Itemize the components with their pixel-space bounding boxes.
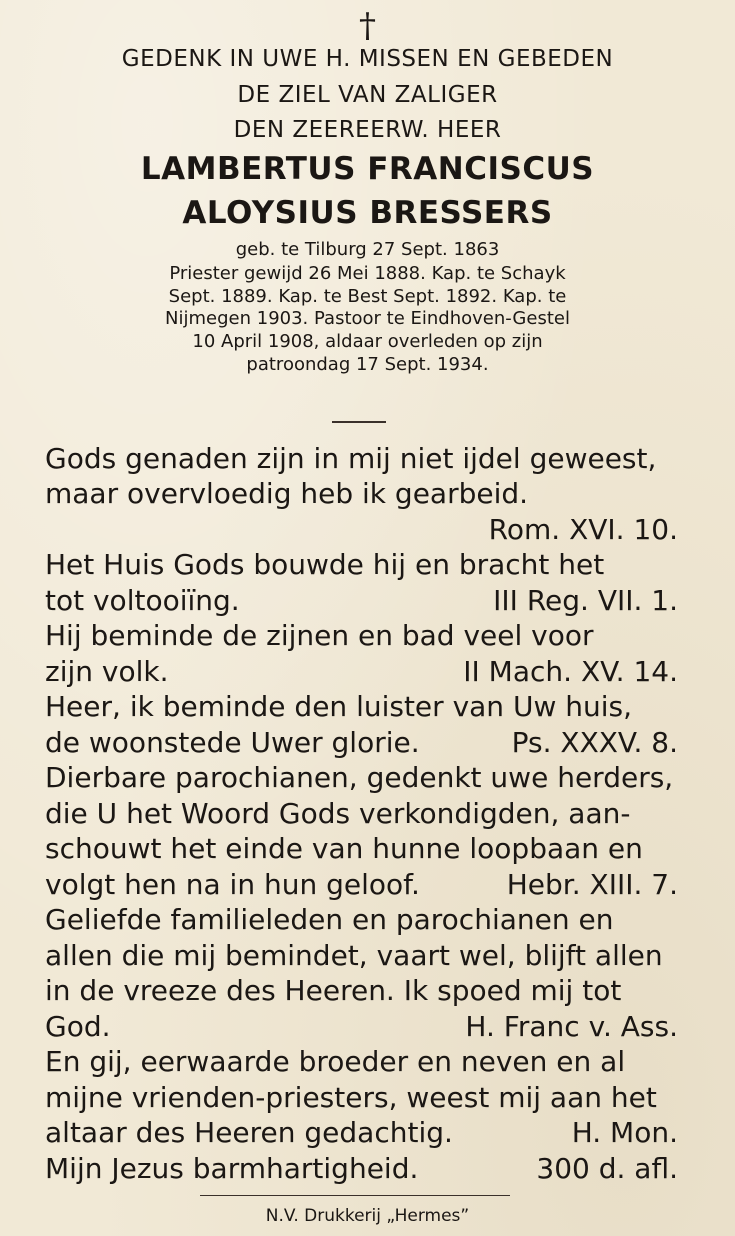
verse-line (45, 1116, 678, 1150)
verse-text: mijne vrienden-priesters, weest mij aan het (45, 1081, 657, 1114)
verse-reference: Ps. XXXV. 8. (511, 726, 678, 759)
intro-line-3: DEN ZEEREERW. HEER (233, 117, 502, 143)
verse-reference (668, 1045, 678, 1079)
verse-text: God. (45, 1010, 111, 1043)
verse-reference: H. Mon. (571, 1116, 678, 1149)
verse-reference (668, 797, 678, 831)
verse-reference (673, 761, 683, 795)
bio-line: Sept. 1889. Kap. te Best Sept. 1892. Kap. te (168, 286, 567, 307)
verse-line (45, 477, 678, 511)
intro-line-1: GEDENK IN UWE H. MISSEN EN GEBEDEN (121, 46, 614, 72)
verse-reference (668, 690, 678, 724)
verse-text: schouwt het einde van hunne loopbaan en (45, 832, 643, 865)
verse-reference: Hebr. XIII. 7. (506, 868, 678, 901)
verse-text: volgt hen na in hun geloof. (45, 868, 420, 901)
verse-line (45, 726, 678, 760)
verse-text: die U het Woord Gods verkondigden, aan- (45, 797, 631, 830)
verse-line (45, 797, 678, 831)
verse-text: Heer, ik beminde den luister van Uw huis, (45, 690, 633, 723)
verse-reference: Rom. XVI. 10. (488, 513, 678, 546)
verse-text: Dierbare parochianen, gedenkt uwe herders, (45, 761, 674, 794)
verse-line (45, 442, 678, 476)
verse-text: in de vreeze des Heeren. Ik spoed mij tot (45, 974, 622, 1007)
verse-reference: III Reg. VII. 1. (493, 584, 678, 617)
intro-line-2: DE ZIEL VAN ZALIGER (237, 82, 498, 108)
verse-line (45, 690, 678, 724)
bio-line: patroondag 17 Sept. 1934. (246, 354, 489, 375)
verse-text: maar overvloedig heb ik gearbeid. (45, 477, 529, 510)
verse-reference (668, 548, 678, 582)
verse-reference (668, 832, 678, 866)
verse-line (45, 548, 678, 582)
verse-text: zijn volk. (45, 655, 169, 688)
verse-text: de woonstede Uwer glorie. (45, 726, 420, 759)
footer-rule (200, 1195, 510, 1196)
verse-line (45, 619, 678, 653)
verse-line (45, 974, 678, 1008)
verse-line (45, 903, 678, 937)
verse-reference (668, 619, 678, 653)
verse-reference: 300 d. afl. (536, 1152, 678, 1185)
verse-reference (668, 939, 678, 973)
verse-reference (668, 903, 678, 937)
verse-reference (668, 1081, 678, 1115)
bio-line: Priester gewijd 26 Mei 1888. Kap. te Schayk (169, 263, 566, 284)
verse-text: tot voltooiïng. (45, 584, 240, 617)
verse-line (45, 761, 678, 795)
verse-reference (668, 477, 678, 511)
verse-line (45, 655, 678, 689)
verse-line (45, 1010, 678, 1044)
deceased-name-line-1: LAMBERTUS FRANCISCUS (140, 151, 595, 187)
printer-credit: N.V. Drukkerij „Hermes” (265, 1206, 470, 1226)
verse-text: Hij beminde de zijnen en bad veel voor (45, 619, 594, 652)
separator-rule (332, 421, 386, 423)
deceased-name-line-2: ALOYSIUS BRESSERS (182, 195, 553, 231)
verse-line (45, 939, 678, 973)
verse-reference: II Mach. XV. 14. (463, 655, 678, 688)
verse-reference: H. Franc v. Ass. (465, 1010, 678, 1043)
verse-text: En gij, eerwaarde broeder en neven en al (45, 1045, 626, 1078)
cross-symbol: † (359, 6, 376, 46)
verse-text: Gods genaden zijn in mij niet ijdel geweest, (45, 442, 657, 475)
verse-line (45, 513, 678, 547)
verse-reference (668, 974, 678, 1008)
verse-text: allen die mij bemindet, vaart wel, blijft allen (45, 939, 663, 972)
verse-reference (668, 442, 678, 476)
verse-line (45, 832, 678, 866)
verse-line (45, 1152, 678, 1186)
verse-line (45, 1081, 678, 1115)
verse-text: Mijn Jezus barmhartigheid. (45, 1152, 419, 1185)
verse-text: Het Huis Gods bouwde hij en bracht het (45, 548, 605, 581)
verse-line (45, 584, 678, 618)
bio-line: 10 April 1908, aldaar overleden op zijn (192, 331, 543, 352)
verse-text: altaar des Heeren gedachtig. (45, 1116, 453, 1149)
verse-line (45, 868, 678, 902)
verse-line (45, 1045, 678, 1079)
bio-line: Nijmegen 1903. Pastoor te Eindhoven-Gestel (165, 308, 570, 329)
bio-line: geb. te Tilburg 27 Sept. 1863 (235, 239, 500, 260)
verse-text: Geliefde familieleden en parochianen en (45, 903, 614, 936)
